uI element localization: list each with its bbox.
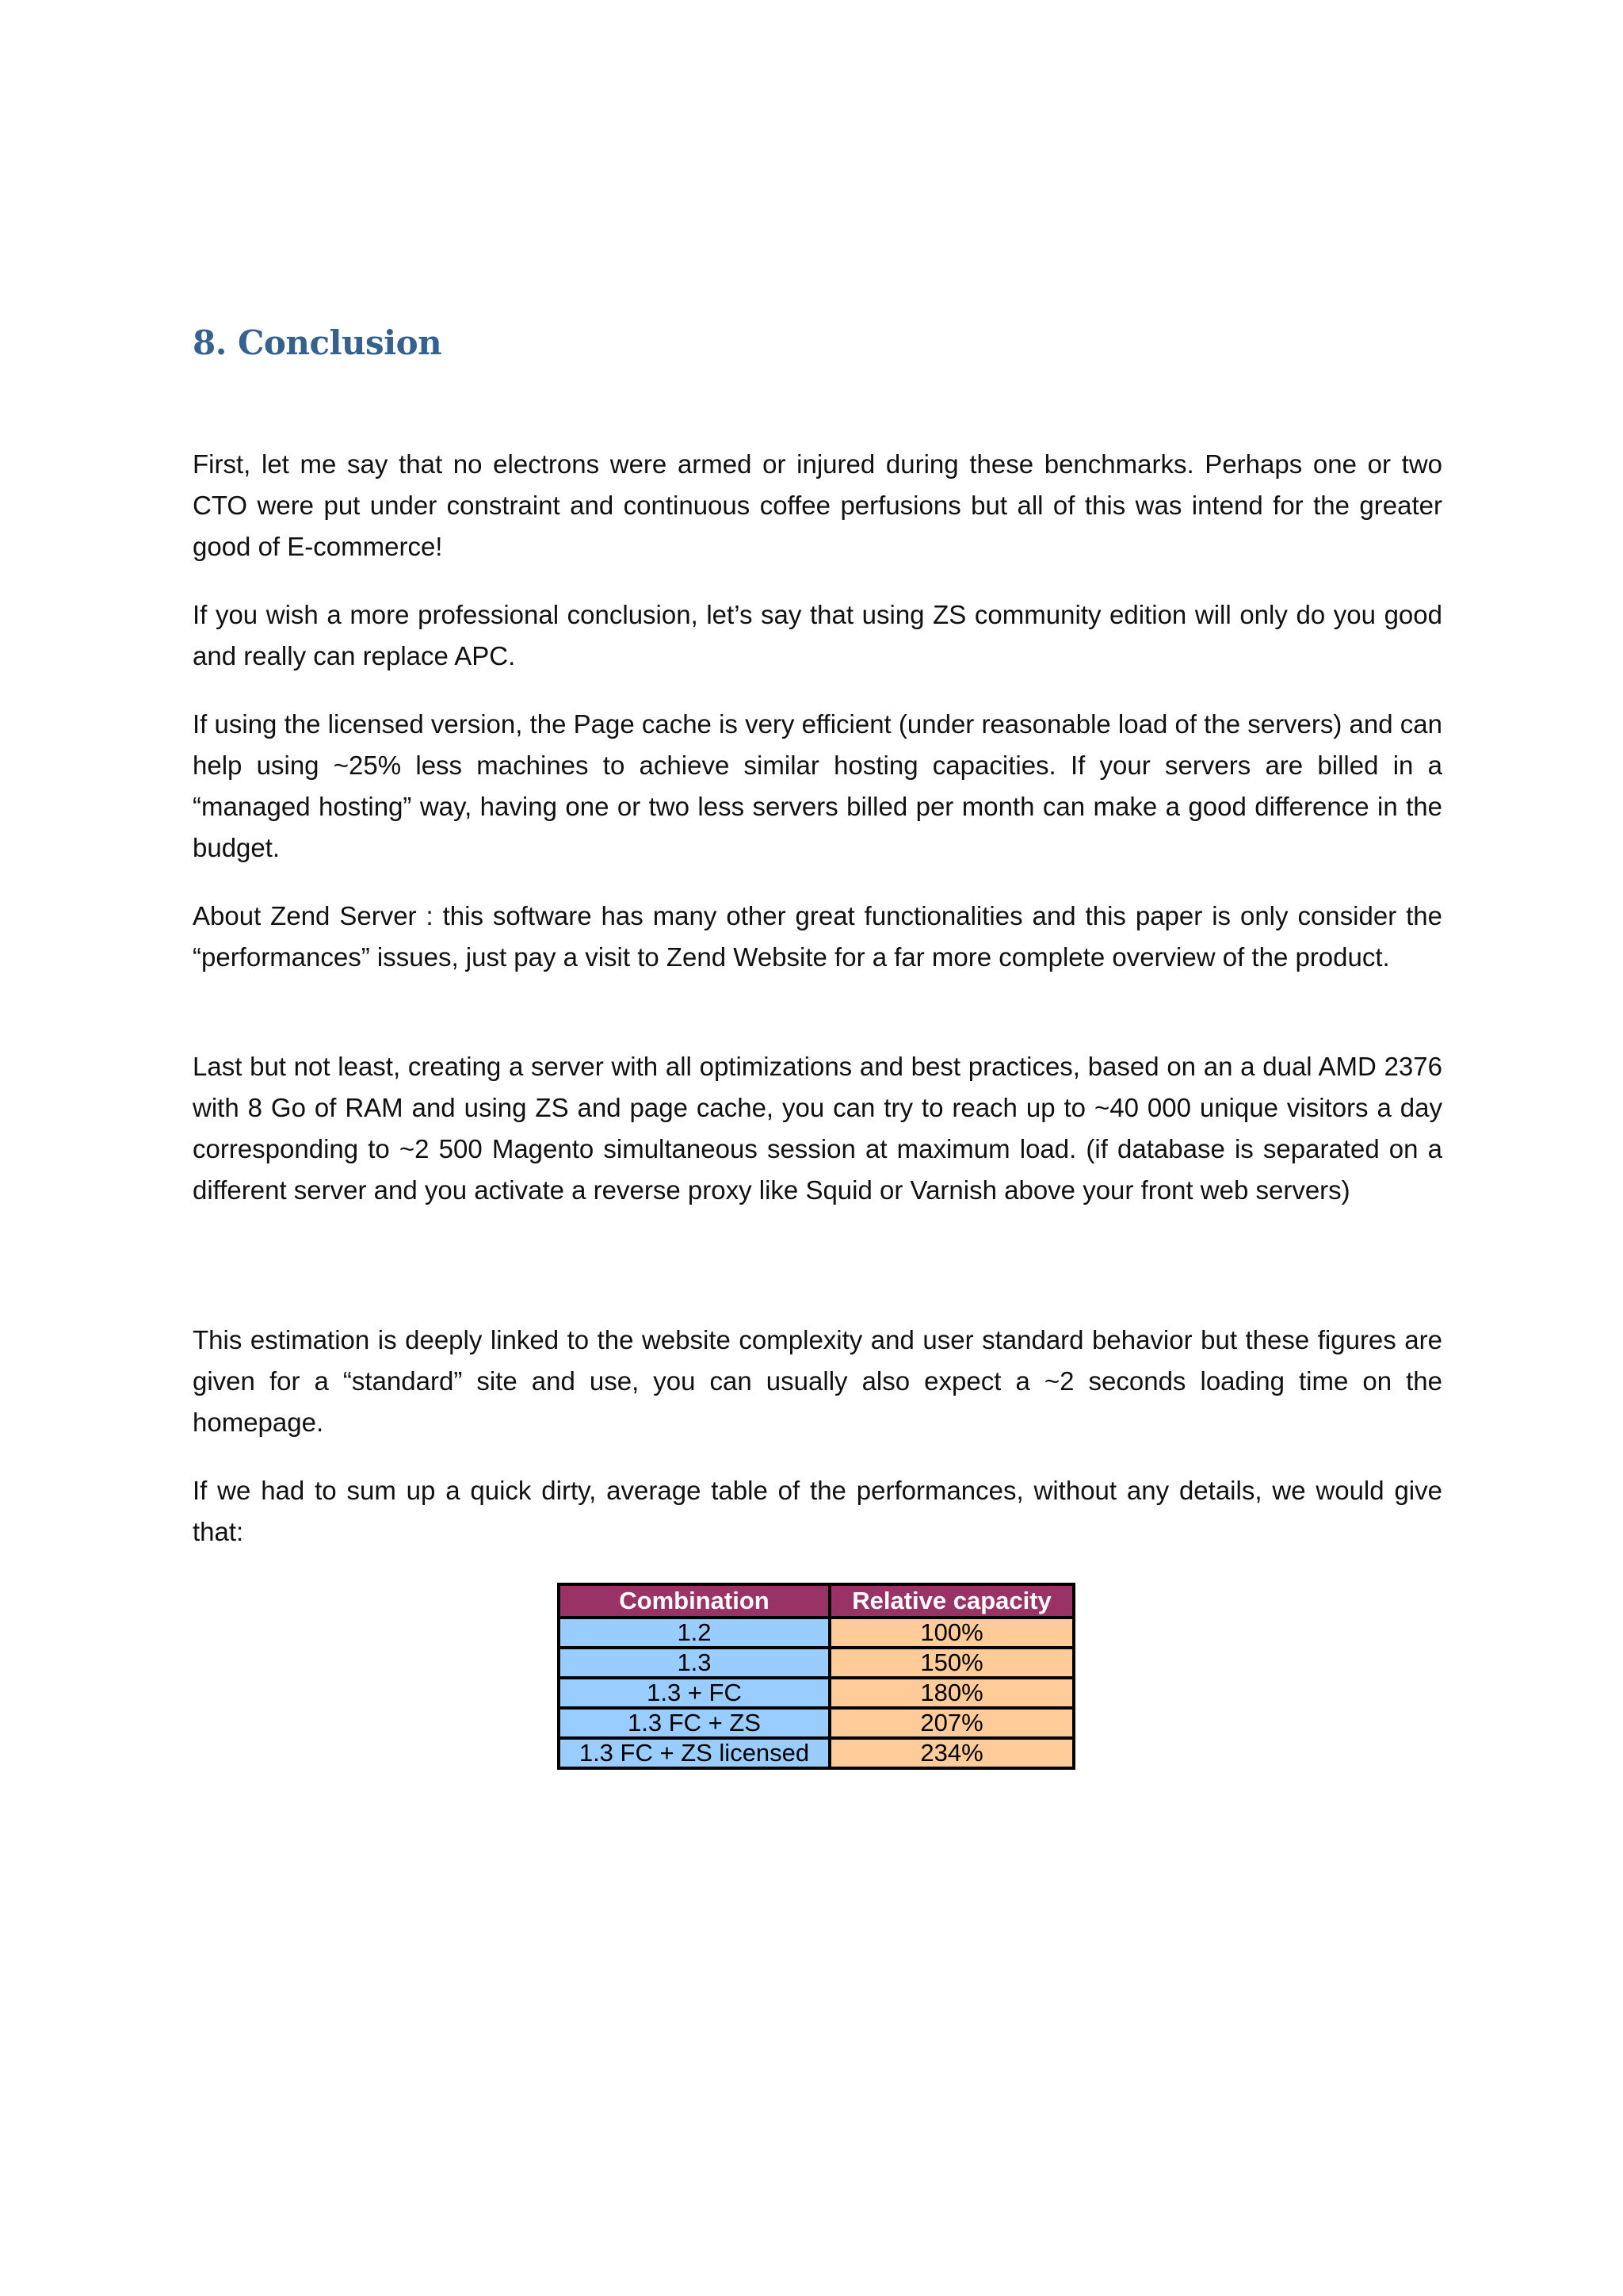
capacity-cell: 100%	[830, 1618, 1074, 1648]
section-heading: 8. Conclusion	[193, 323, 442, 362]
paragraph-table-intro: If we had to sum up a quick dirty, average table of the performances, without any details, we would give that:	[193, 1476, 1442, 1546]
capacity-cell: 180%	[830, 1678, 1074, 1708]
table-row	[559, 1618, 1074, 1648]
header-combination: Combination	[559, 1584, 830, 1618]
paragraph-intro: First, let me say that no electrons were armed or injured during these benchmarks. Perhaps one or two CTO were put under constraint and continuous coffee perfusions but all of this was intend for the greater good of E-commerce!	[193, 449, 1442, 561]
table-row	[559, 1708, 1074, 1738]
table-header-row	[559, 1584, 1074, 1618]
paragraph-estimation: This estimation is deeply linked to the website complexity and user standard behavior but these figures are given for a “standard” site and use, you can usually also expect a ~2 seconds loading time on the homepage.	[193, 1325, 1442, 1437]
combination-cell: 1.3 FC + ZS licensed	[559, 1738, 830, 1768]
combination-cell: 1.3 FC + ZS	[559, 1708, 830, 1738]
table-row	[559, 1648, 1074, 1678]
capacity-cell: 150%	[830, 1648, 1074, 1678]
capacity-cell: 207%	[830, 1708, 1074, 1738]
header-relative-capacity: Relative capacity	[830, 1584, 1074, 1618]
paragraph-zend-server: About Zend Server : this software has many other great functionalities and this paper is only consider the “performances” issues, just pay a visit to Zend Website for a far more complete overview of the product.	[193, 901, 1442, 972]
performance-table	[557, 1583, 1075, 1770]
paragraph-licensed-version: If using the licensed version, the Page cache is very efficient (under reasonable load of the servers) and can help using ~25% less machines to achieve similar hosting capacities. If your servers are billed in a “managed hosting” way, having one or two less servers billed per month can make a good difference in the budget.	[193, 709, 1442, 862]
combination-cell: 1.2	[559, 1618, 830, 1648]
table-row	[559, 1738, 1074, 1768]
combination-cell: 1.3 + FC	[559, 1678, 830, 1708]
performance-table-container	[557, 1583, 1075, 1770]
combination-cell: 1.3	[559, 1648, 830, 1678]
paragraph-professional-conclusion: If you wish a more professional conclusion, let’s say that using ZS community edition will only do you good and really can replace APC.	[193, 600, 1442, 670]
paragraph-server-capacity: Last but not least, creating a server with all optimizations and best practices, based on an a dual AMD 2376 with 8 Go of RAM and using ZS and page cache, you can try to reach up to ~40 000 unique visitors a day corresponding to ~2 500 Magento simultaneous session at maximum load. (if database is separated on a different server and you activate a reverse proxy like Squid or Varnish above your front web servers)	[193, 1052, 1442, 1205]
capacity-cell: 234%	[830, 1738, 1074, 1768]
table-row	[559, 1678, 1074, 1708]
